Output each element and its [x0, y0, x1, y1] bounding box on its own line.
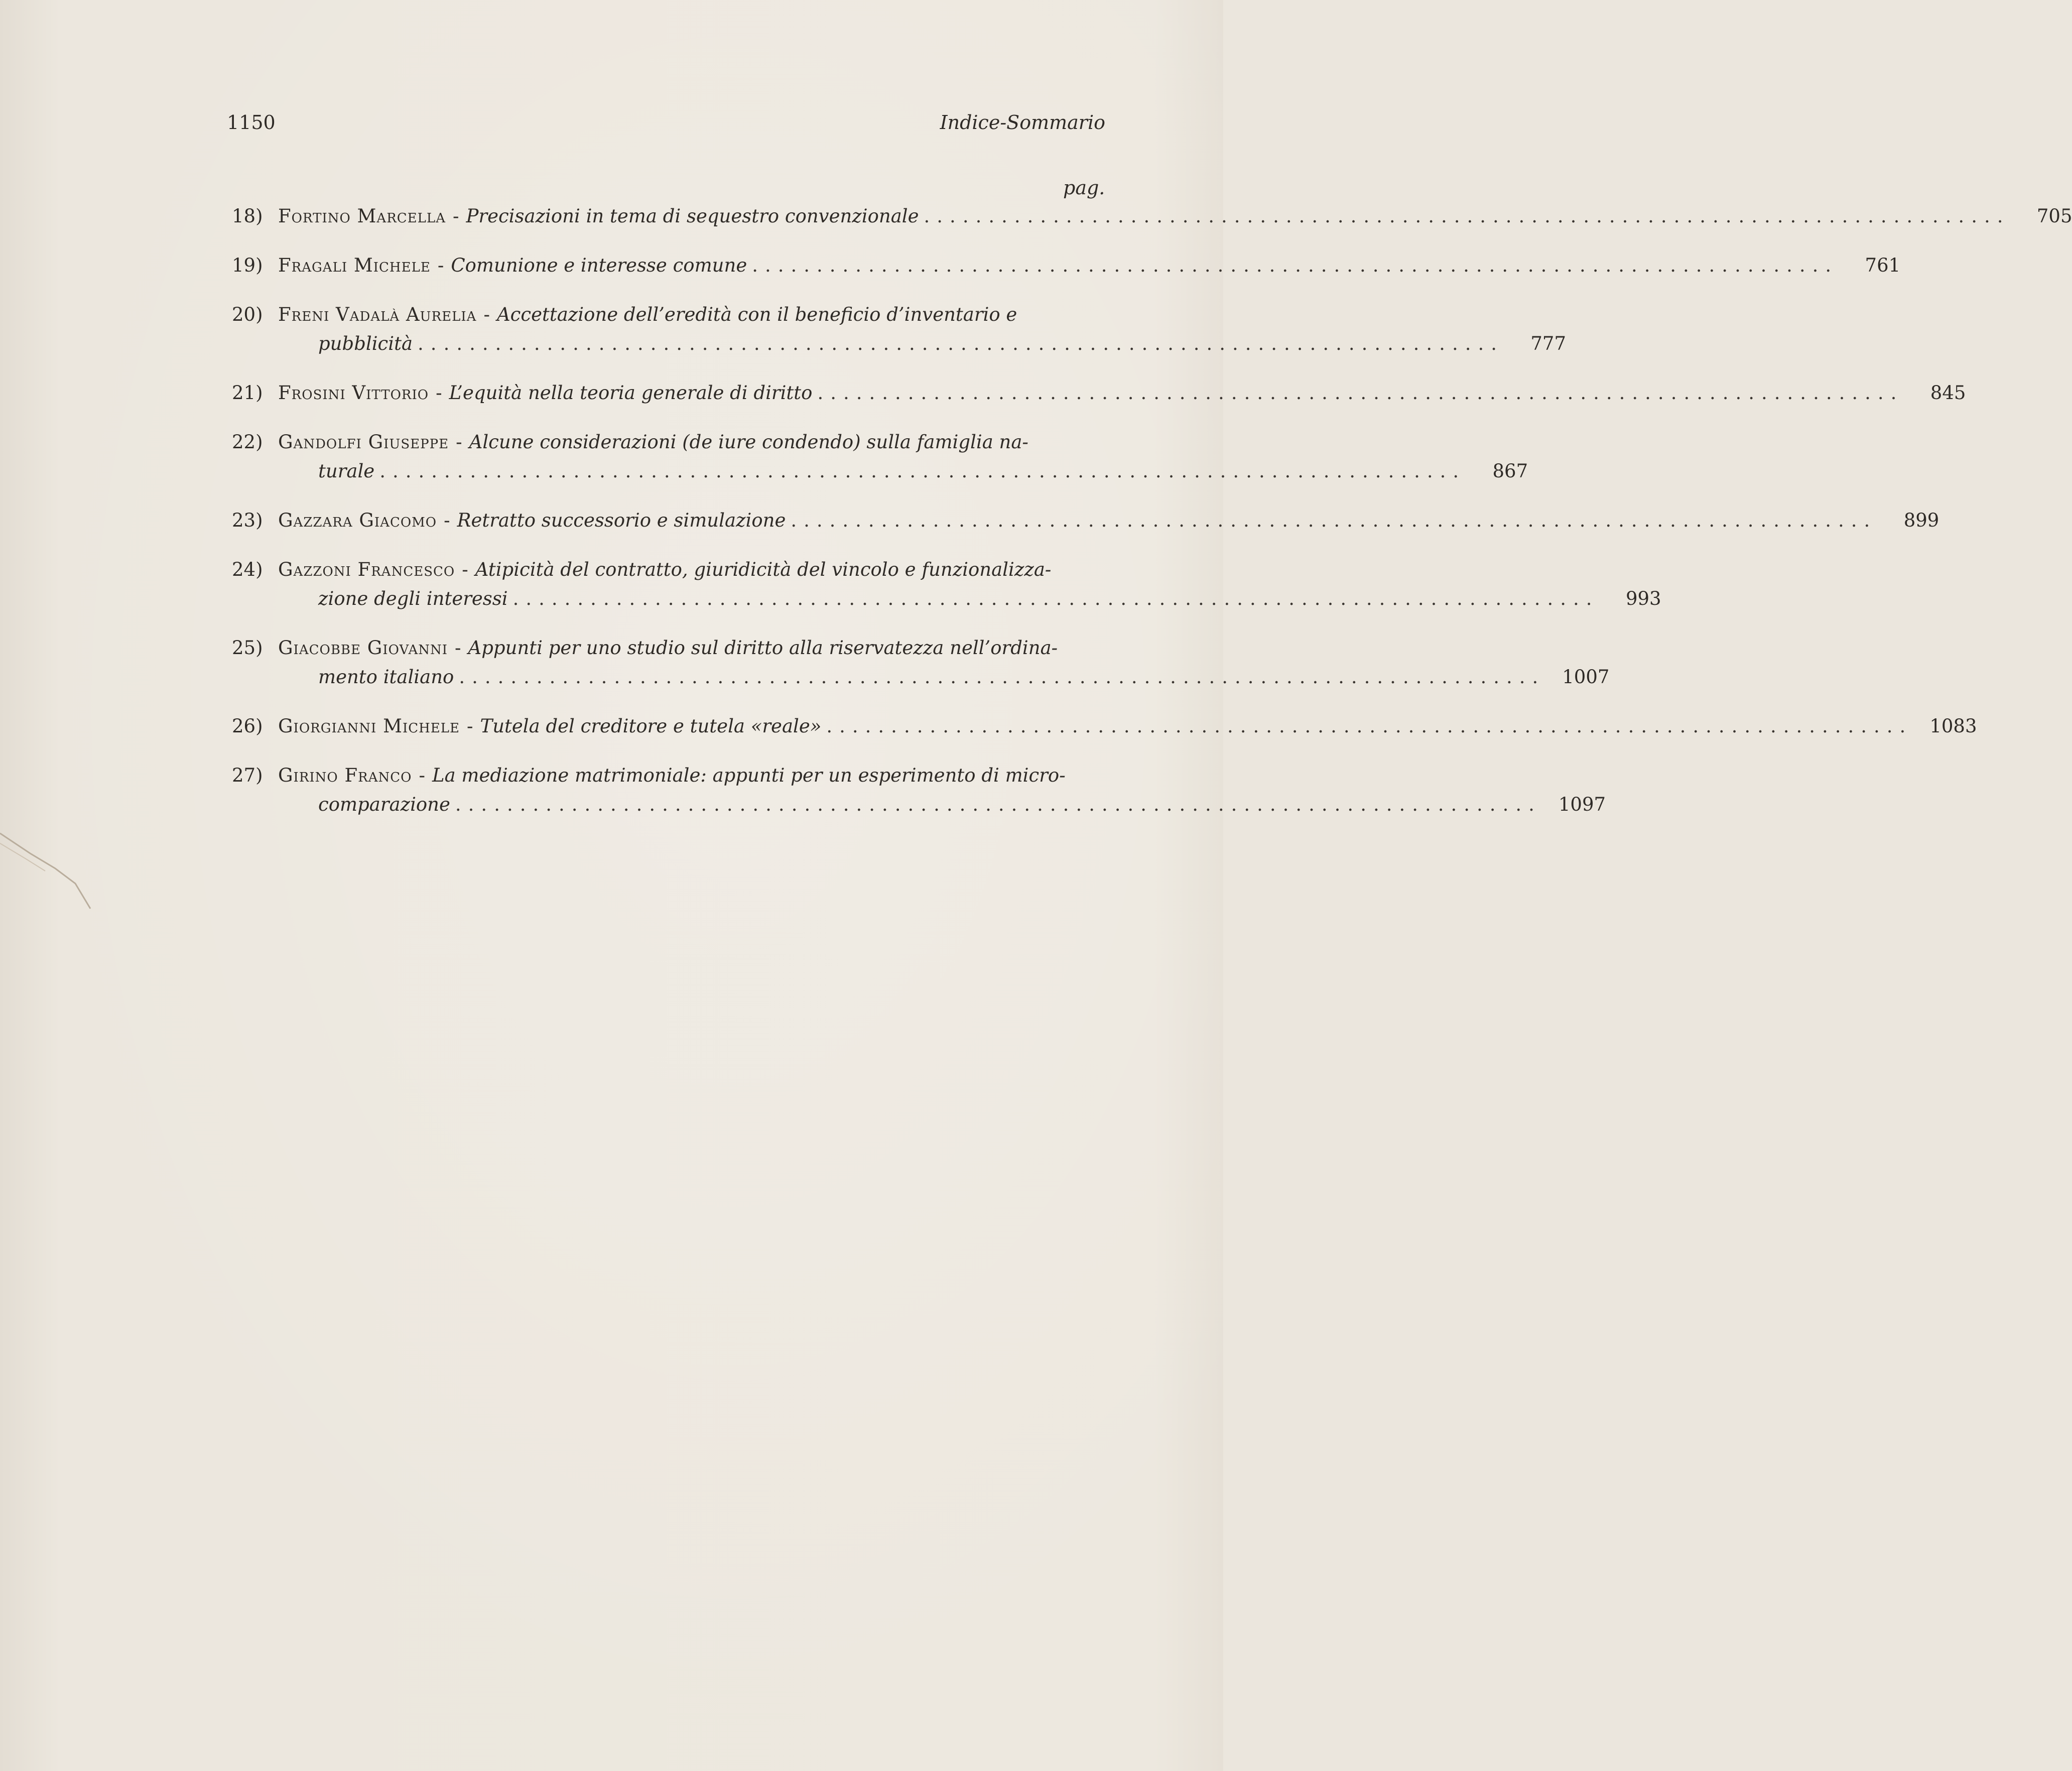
dot-leader: ....................................................................................: [455, 794, 1541, 815]
entry-number: 27): [232, 765, 263, 786]
entry-page: 1007: [1562, 666, 1610, 688]
entry-author: Giorgianni Michele: [278, 715, 460, 737]
dot-leader: ....................................................................................: [924, 205, 2010, 227]
show-through-text: [211, 813, 1114, 1566]
entry-title: Comunione e interesse comune: [451, 255, 747, 276]
entry-title-line1: Accettazione dell’eredità con il beneficio d’inventario e: [496, 304, 1017, 325]
entry-author: Gazzoni Francesco: [278, 559, 455, 580]
dot-leader: ....................................................................................: [418, 333, 1504, 354]
running-head: [227, 111, 1105, 142]
entry-title-line1: Alcune considerazioni (de iure condendo) sulla famiglia na-: [469, 431, 1028, 453]
entry-separator: -: [444, 510, 450, 531]
toc-entry: [232, 300, 1566, 358]
entry-number: 24): [232, 559, 263, 580]
entry-separator: -: [462, 559, 468, 580]
toc-entry: [232, 251, 1901, 280]
toc-entry: [232, 712, 1977, 741]
entry-separator: -: [455, 637, 461, 659]
entry-title-line1: Atipicità del contratto, giuridicità del vincolo e funzionalizza-: [475, 559, 1052, 580]
entry-number: 18): [232, 205, 263, 227]
entry-page: 1097: [1558, 794, 1606, 815]
pag-label: pag.: [1063, 177, 1105, 199]
entry-page: 993: [1625, 588, 1661, 609]
dot-leader: ....................................................................................: [752, 255, 1839, 276]
dot-leader: ....................................................................................: [826, 715, 1913, 737]
entry-number: 23): [232, 510, 263, 531]
entry-page: 705: [2036, 205, 2072, 227]
entry-title-line1: La mediazione matrimoniale: appunti per un esperimento di micro-: [432, 765, 1066, 786]
entry-title-line2: pubblicità: [318, 333, 413, 354]
entry-author: Freni Vadalà Aurelia: [278, 304, 477, 325]
toc-entry: [232, 428, 1528, 486]
entry-number: 26): [232, 715, 263, 737]
entry-page: 867: [1492, 460, 1528, 482]
entry-page: 761: [1865, 255, 1901, 276]
entry-author: Gandolfi Giuseppe: [278, 431, 449, 453]
entry-number: 20): [232, 304, 263, 325]
entry-number: 25): [232, 637, 263, 659]
entry-page: 845: [1930, 382, 1966, 404]
entry-separator: -: [467, 715, 473, 737]
dot-leader: ....................................................................................: [379, 460, 1466, 482]
dot-leader: ....................................................................................: [512, 588, 1599, 609]
toc-entry: [232, 761, 1606, 819]
entry-author: Girino Franco: [278, 765, 412, 786]
dot-leader: ....................................................................................: [791, 510, 1877, 531]
entry-separator: -: [437, 255, 444, 276]
entry-title: L’equità nella teoria generale di diritto: [449, 382, 813, 404]
toc-entry: [232, 378, 1966, 408]
entry-number: 19): [232, 255, 263, 276]
entry-separator: -: [452, 205, 459, 227]
entry-page: 777: [1530, 333, 1566, 354]
entry-separator: -: [483, 304, 490, 325]
entry-title-line2: mento italiano: [318, 666, 454, 688]
entry-author: Fortino Marcella: [278, 205, 446, 227]
entry-title-line2: turale: [318, 460, 375, 482]
entry-number: 22): [232, 431, 263, 453]
entry-title-line1: Appunti per uno studio sul diritto alla riservatezza nell’ordina-: [468, 637, 1058, 659]
entry-author: Giacobbe Giovanni: [278, 637, 448, 659]
page-number: 1150: [227, 111, 276, 134]
entry-separator: -: [419, 765, 425, 786]
entry-title: Tutela del creditore e tutela «reale»: [480, 715, 822, 737]
entry-author: Gazzara Giacomo: [278, 510, 437, 531]
entry-author: Frosini Vittorio: [278, 382, 429, 404]
entry-title-line2: comparazione: [318, 794, 450, 815]
entry-title-line2: zione degli interessi: [318, 588, 508, 609]
toc-entry: [232, 202, 2072, 231]
section-title: Indice-Sommario: [940, 111, 1105, 134]
entry-number: 21): [232, 382, 263, 404]
entry-separator: -: [436, 382, 442, 404]
toc-entry: [232, 555, 1661, 613]
page-fold-mark: [0, 823, 95, 914]
entry-author: Fragali Michele: [278, 255, 431, 276]
table-of-contents: [232, 202, 2072, 839]
toc-entry: [232, 634, 1610, 692]
toc-entry: [232, 506, 1939, 535]
entry-page: 1083: [1929, 715, 1977, 737]
entry-separator: -: [456, 431, 462, 453]
entry-page: 899: [1903, 510, 1939, 531]
entry-title: Retratto successorio e simulazione: [457, 510, 786, 531]
dot-leader: ....................................................................................: [817, 382, 1904, 404]
dot-leader: ....................................................................................: [459, 666, 1545, 688]
entry-title: Precisazioni in tema di sequestro convenzionale: [466, 205, 919, 227]
